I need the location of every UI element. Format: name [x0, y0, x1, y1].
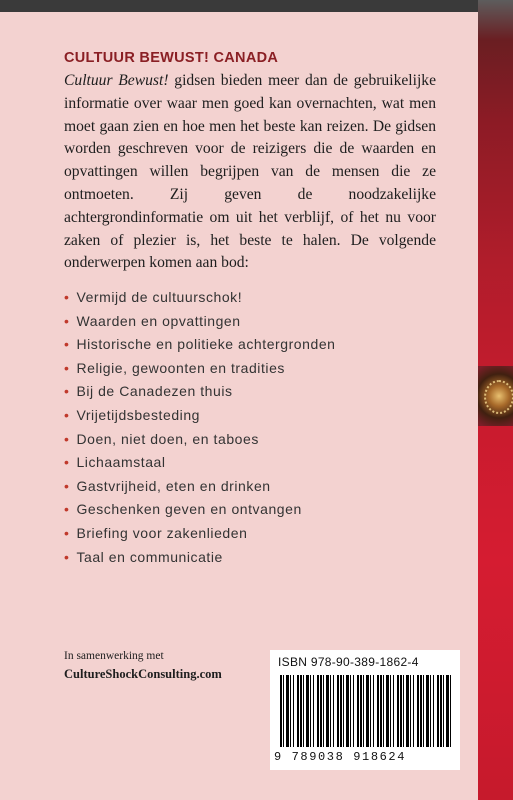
- barcode-box: [270, 650, 460, 770]
- topic-item: • Lichaamstaal: [64, 451, 336, 475]
- topic-item: • Vrijetijdsbesteding: [64, 404, 336, 428]
- topic-item: • Historische en politieke achtergronden: [64, 333, 336, 357]
- topic-item: • Waarden en opvattingen: [64, 310, 336, 334]
- intro-brand: Cultuur Bewust!: [64, 72, 169, 89]
- topic-item: • Vermijd de cultuurschok!: [64, 286, 336, 310]
- intro-paragraph: [64, 70, 436, 275]
- topic-item: • Doen, niet doen, en taboes: [64, 428, 336, 452]
- partner-site: CultureShockConsulting.com: [64, 667, 222, 681]
- spine-photo: [478, 366, 513, 426]
- barcode-bars: [280, 675, 452, 747]
- partner-intro: In samenwerking met: [64, 650, 164, 662]
- topic-list: [64, 286, 336, 569]
- topic-item: • Religie, gewoonten en tradities: [64, 357, 336, 381]
- topic-item: • Briefing voor zakenlieden: [64, 522, 336, 546]
- barcode-digits: 9 789038 918624: [274, 750, 407, 764]
- intro-text: gidsen bieden meer dan de gebruikelijke informatie over waar men goed kan overnachten, wat men moet gaan zien en hoe men het beste kan reizen. De gidsen worden geschreven voor de reizigers die de waarden en opvattingen willen begrijpen van de mensen die ze ontmoeten. Zij geven de noodzakelijke achtergrondinformatie om uit het verblijf, of het nu voor zaken of plezier is, het beste te halen. De volgende onderwerpen komen aan bod:: [64, 72, 436, 272]
- isbn-label: ISBN 978-90-389-1862-4: [278, 655, 419, 669]
- topic-item: • Taal en communicatie: [64, 546, 336, 570]
- topic-item: • Bij de Canadezen thuis: [64, 380, 336, 404]
- book-title: CULTUUR BEWUST! CANADA: [64, 50, 279, 66]
- topic-item: • Gastvrijheid, eten en drinken: [64, 475, 336, 499]
- topic-item: • Geschenken geven en ontvangen: [64, 498, 336, 522]
